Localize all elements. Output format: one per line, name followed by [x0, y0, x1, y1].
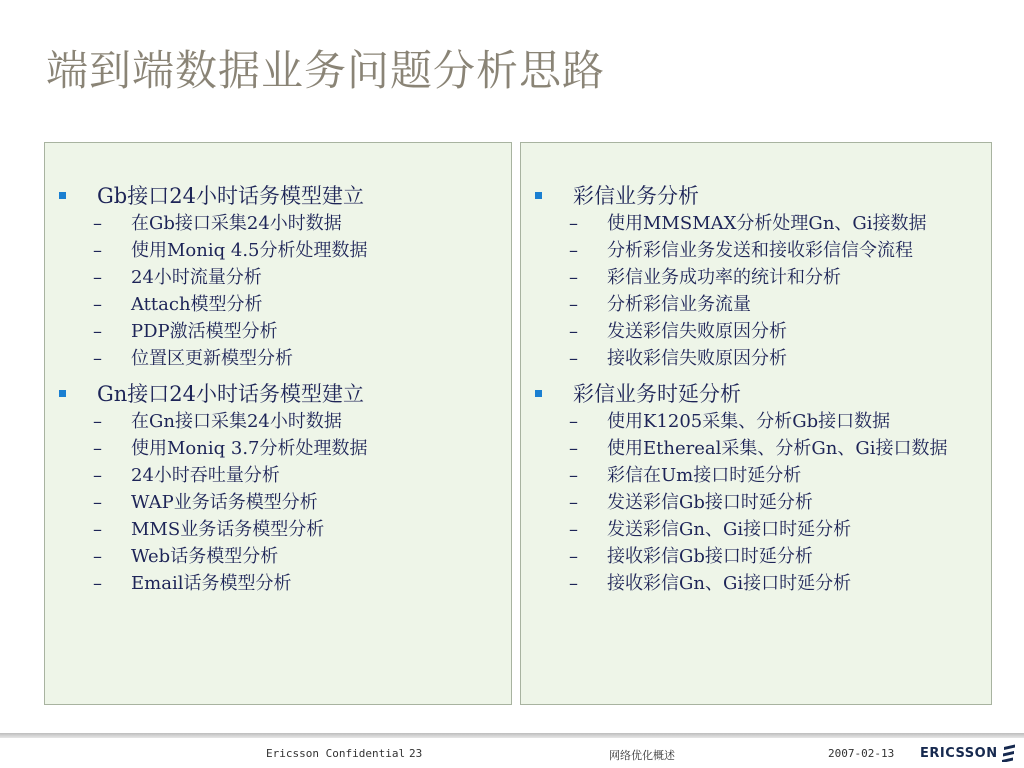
list-item: – 彩信在Um接口时延分析	[569, 465, 802, 486]
left-panel	[44, 142, 512, 705]
list-item: – 发送彩信失败原因分析	[569, 321, 787, 342]
square-bullet-icon	[535, 192, 542, 199]
section-mms-latency	[569, 381, 981, 597]
list-item: – 使用K1205采集、分析Gb接口数据	[569, 411, 891, 432]
list-item: – Attach模型分析	[93, 294, 263, 315]
list-item: – 使用Ethereal采集、分析Gn、Gi接口数据	[569, 438, 948, 459]
square-bullet-icon	[535, 390, 542, 397]
list-item: – 24小时吞吐量分析	[93, 465, 280, 486]
footer-date: 2007-02-13	[828, 747, 895, 760]
section-heading: Gb接口24小时话务模型建立	[97, 184, 364, 208]
ericsson-logo	[920, 743, 1016, 763]
square-bullet-icon	[59, 192, 66, 199]
square-bullet-icon	[59, 390, 66, 397]
list-item: – 使用Moniq 4.5分析处理数据	[93, 240, 368, 261]
list-item: – 发送彩信Gn、Gi接口时延分析	[569, 519, 852, 540]
list-item: – 使用MMSMAX分析处理Gn、Gi接数据	[569, 213, 927, 234]
section-gb-model	[93, 183, 501, 372]
list-item: – 位置区更新模型分析	[93, 348, 293, 369]
list-item: – 接收彩信Gn、Gi接口时延分析	[569, 573, 852, 594]
sub-list	[569, 210, 981, 372]
right-panel	[520, 142, 992, 705]
footer-confidential: Ericsson Confidential	[266, 747, 406, 760]
list-item: – 在Gn接口采集24小时数据	[93, 411, 342, 432]
list-item: – Web话务模型分析	[93, 546, 279, 567]
footer-page-number: 23	[409, 747, 423, 760]
section-gn-model	[93, 381, 501, 597]
list-item: – WAP业务话务模型分析	[93, 492, 318, 513]
list-item: – 接收彩信失败原因分析	[569, 348, 787, 369]
list-item: – 接收彩信Gb接口时延分析	[569, 546, 813, 567]
list-item: – PDP激活模型分析	[93, 321, 278, 342]
ericsson-logo-icon	[1002, 744, 1016, 762]
list-item: – 发送彩信Gb接口时延分析	[569, 492, 813, 513]
section-heading: 彩信业务时延分析	[573, 382, 741, 406]
list-item: – MMS业务话务模型分析	[93, 519, 325, 540]
list-item: – 彩信业务成功率的统计和分析	[569, 267, 841, 288]
sub-list	[93, 408, 501, 597]
footer-subject: 网络优化概述	[609, 749, 675, 762]
list-item: – 在Gb接口采集24小时数据	[93, 213, 342, 234]
list-item: – Email话务模型分析	[93, 573, 292, 594]
sub-list	[569, 408, 981, 597]
section-heading: Gn接口24小时话务模型建立	[97, 382, 365, 406]
section-mms-analysis	[569, 183, 981, 372]
footer-divider	[0, 733, 1024, 738]
sub-list	[93, 210, 501, 372]
section-heading: 彩信业务分析	[573, 184, 699, 208]
list-item: – 分析彩信业务发送和接收彩信信令流程	[569, 240, 913, 261]
logo-text: ERICSSON	[920, 745, 998, 761]
list-item: – 分析彩信业务流量	[569, 294, 751, 315]
list-item: – 24小时流量分析	[93, 267, 262, 288]
slide-title: 端到端数据业务问题分析思路	[46, 46, 606, 95]
list-item: – 使用Moniq 3.7分析处理数据	[93, 438, 368, 459]
